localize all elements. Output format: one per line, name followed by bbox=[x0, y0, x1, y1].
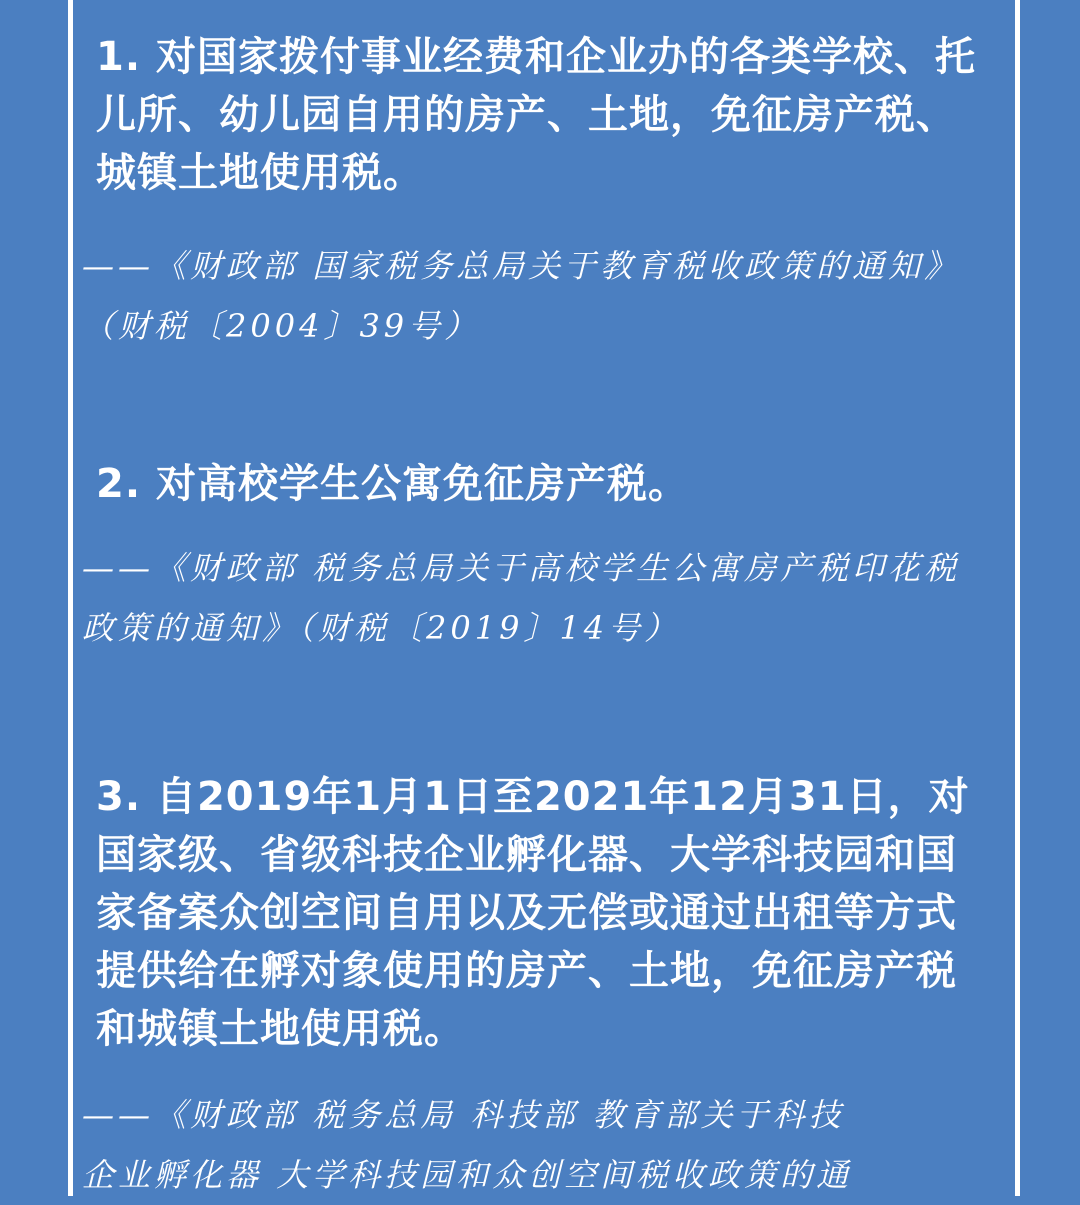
policy-item-2-citation: ——《财政部 税务总局关于高校学生公寓房产税印花税政策的通知》（财税〔2019〕14号） bbox=[82, 549, 961, 647]
policy-item-1-citation: ——《财政部 国家税务总局关于教育税收政策的通知》（财税〔2004〕39号） bbox=[82, 247, 961, 345]
policy-item-3-text: 3. 自2019年1月1日至2021年12月31日，对国家级、省级科技企业孵化器、大学科技园和国家备案众创空间自用以及无偿或通过出租等方式提供给在孵对象使用的房产、土地，免征房产税和城镇土地使用税。 bbox=[96, 774, 970, 1052]
policy-item-3-citation: ——《财政部 税务总局 科技部 教育部关于科技 bbox=[82, 1096, 845, 1134]
policy-item-2-text: 2. 对高校学生公寓免征房产税。 bbox=[96, 461, 689, 507]
policy-item-1-text: 1. 对国家拨付事业经费和企业办的各类学校、托儿所、幼儿园自用的房产、土地，免征房产税、城镇土地使用税。 bbox=[96, 34, 976, 196]
policy-item-3-citation-continued: 企业孵化器 大学科技园和众创空间税收政策的通 bbox=[82, 1156, 853, 1194]
